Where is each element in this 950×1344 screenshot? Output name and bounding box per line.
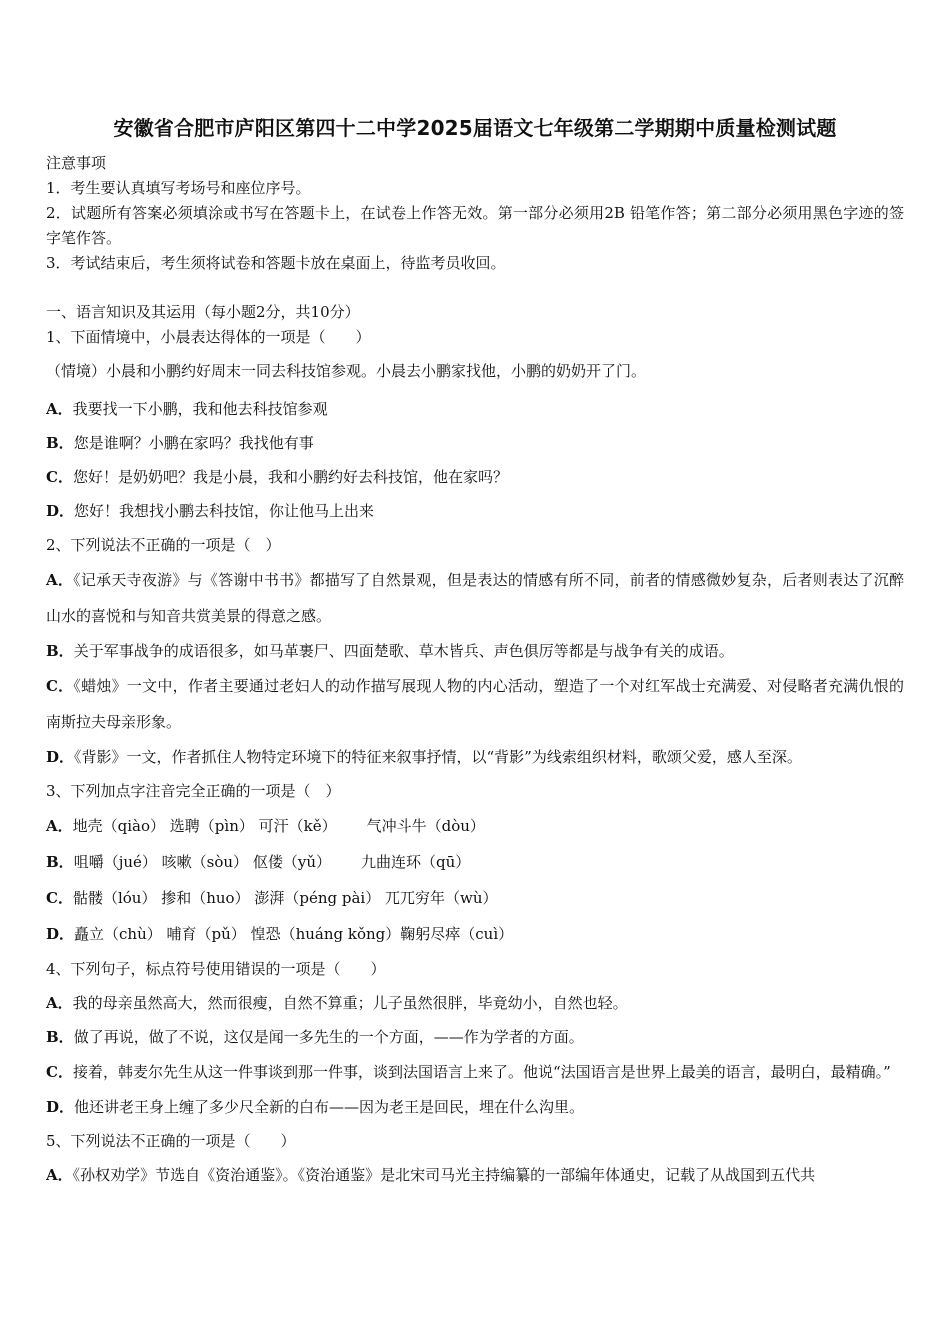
note-item: 1．考生要认真填写考场号和座位序号。 — [46, 179, 311, 197]
option-b — [46, 1020, 904, 1054]
option-text: 《背影》一文，作者抓住人物特定环境下的特征来叙事抒情，以“背影”为线索组织材料，歌颂父爱，感人至深。 — [74, 748, 802, 766]
note-item: 2．试题所有答案必须填涂或书写在答题卡上，在试卷上作答无效。第一部分必须用2B 铅笔作答；第二部分必须用黑色字迹的签字笔作答。 — [46, 204, 904, 247]
option-letter: B． — [46, 642, 74, 660]
option-part: 选聘（pìn） — [169, 817, 254, 835]
option-text: 您好！是奶奶吧？我是小晨，我和小鹏约好去科技馆，他在家吗？ — [72, 468, 508, 486]
option-letter: C． — [46, 1063, 73, 1081]
option-part: 气冲斗牛（dòu） — [366, 817, 485, 835]
option-part: 地壳（qiào） — [72, 817, 166, 835]
note-item: 3．考试结束后，考生须将试卷和答题卡放在桌面上，待监考员收回。 — [46, 254, 506, 272]
question-1 — [46, 325, 904, 528]
question-5 — [46, 1124, 904, 1192]
option-part: 可汗（kě） — [258, 817, 337, 835]
question-stem: 1、下面情境中，小晨表达得体的一项是（ ） — [46, 328, 371, 346]
option-letter: A． — [46, 994, 73, 1012]
option-b — [46, 844, 904, 880]
option-part: 矗立（chù） — [74, 925, 162, 943]
option-part: 伛偻（yǔ） — [252, 853, 331, 871]
option-letter: A． — [46, 1166, 73, 1184]
option-part: 掺和（huo） — [161, 889, 250, 907]
option-text: 《蜡烛》一文中，作者主要通过老妇人的动作描写展现人物的内心活动，塑造了一个对红军战士充满爱、对侵略者充满仇恨的南斯拉夫母亲形象。 — [46, 677, 904, 731]
question-4 — [46, 952, 904, 1124]
option-part: 九曲连环（qū） — [360, 853, 471, 871]
option-text: 他还讲老王身上缠了多少尺全新的白布——因为老王是回民，埋在什么沟里。 — [74, 1098, 585, 1116]
notes-block — [46, 151, 904, 276]
option-letter: D． — [46, 748, 75, 766]
option-text: 接着，韩麦尔先生从这一件事谈到那一件事，谈到法国语言上来了。他说“法国语言是世界上最美的语言，最明白，最精确。” — [72, 1063, 891, 1081]
option-text: 我要找一下小鹏，我和他去科技馆参观 — [72, 400, 328, 418]
question-context: （情境）小晨和小鹏约好周末一同去科技馆参观。小晨去小鹏家找他，小鹏的奶奶开了门。 — [46, 362, 647, 380]
section-heading: 一、语言知识及其运用（每小题2分，共10分） — [46, 303, 360, 321]
option-c — [46, 880, 904, 916]
option-letter: A． — [46, 400, 73, 418]
option-text: 您好！我想找小鹏去科技馆，你让他马上出来 — [74, 502, 375, 520]
option-c — [46, 1054, 904, 1090]
option-part: 哺育（pǔ） — [166, 925, 246, 943]
option-a — [46, 1158, 904, 1192]
option-letter: B． — [46, 1028, 74, 1046]
option-c — [46, 460, 904, 494]
option-b — [46, 634, 904, 668]
option-letter: C． — [46, 468, 73, 486]
option-d — [46, 740, 904, 774]
option-letter: D． — [46, 502, 75, 520]
page-title: 安徽省合肥市庐阳区第四十二中学2025届语文七年级第二学期期中质量检测试题 — [113, 116, 837, 140]
option-d — [46, 494, 904, 528]
question-stem: 4、下列句子，标点符号使用错误的一项是（ ） — [46, 960, 386, 978]
option-letter: C． — [46, 677, 74, 695]
option-part: 惶恐（huáng kǒng）鞠躬尽瘁（cuì） — [250, 925, 514, 943]
option-a — [46, 986, 904, 1020]
option-text: 《记承天寺夜游》与《答谢中书书》都描写了自然景观，但是表达的情感有所不同，前者的情感微妙复杂，后者则表达了沉醉山水的喜悦和与知音共赏美景的得意之感。 — [46, 571, 904, 625]
option-letter: C． — [46, 889, 73, 907]
question-stem: 5、下列说法不正确的一项是（ ） — [46, 1132, 296, 1150]
question-stem: 2、下列说法不正确的一项是（ ） — [46, 536, 281, 554]
option-text: 我的母亲虽然高大，然而很瘦，自然不算重；儿子虽然很胖，毕竟幼小，自然也轻。 — [72, 994, 628, 1012]
option-text: 关于军事战争的成语很多，如马革裹尸、四面楚歌、草木皆兵、声色俱厉等都是与战争有关的成语。 — [73, 642, 734, 660]
option-part: 咳嗽（sòu） — [161, 853, 249, 871]
option-text: 《孙权劝学》节选自《资治通鉴》。《资治通鉴》是北宋司马光主持编纂的一部编年体通史，记载了从战国到五代共 — [72, 1166, 816, 1184]
question-2 — [46, 528, 904, 774]
option-text: 做了再说，做了不说，这仅是闻一多先生的一个方面，——作为学者的方面。 — [73, 1028, 584, 1046]
option-part: 咀嚼（jué） — [73, 853, 157, 871]
option-letter: D． — [46, 1098, 75, 1116]
option-part: 澎湃（péng pài） — [254, 889, 381, 907]
option-a — [46, 808, 904, 844]
question-3 — [46, 774, 904, 952]
option-letter: A． — [46, 817, 73, 835]
option-letter: D． — [46, 925, 75, 943]
notes-heading: 注意事项 — [46, 154, 107, 172]
option-letter: B． — [46, 434, 74, 452]
option-c — [46, 668, 904, 740]
option-a — [46, 562, 904, 634]
option-b — [46, 426, 904, 460]
option-d — [46, 1090, 904, 1124]
option-text: 您是谁啊？小鹏在家吗？我找他有事 — [73, 434, 314, 452]
option-part: 骷髅（lóu） — [72, 889, 157, 907]
option-a — [46, 392, 904, 426]
question-stem: 3、下列加点字注音完全正确的一项是（ ） — [46, 782, 341, 800]
option-d — [46, 916, 904, 952]
option-letter: A． — [46, 571, 74, 589]
option-part: 兀兀穷年（wù） — [385, 889, 498, 907]
option-letter: B． — [46, 853, 74, 871]
